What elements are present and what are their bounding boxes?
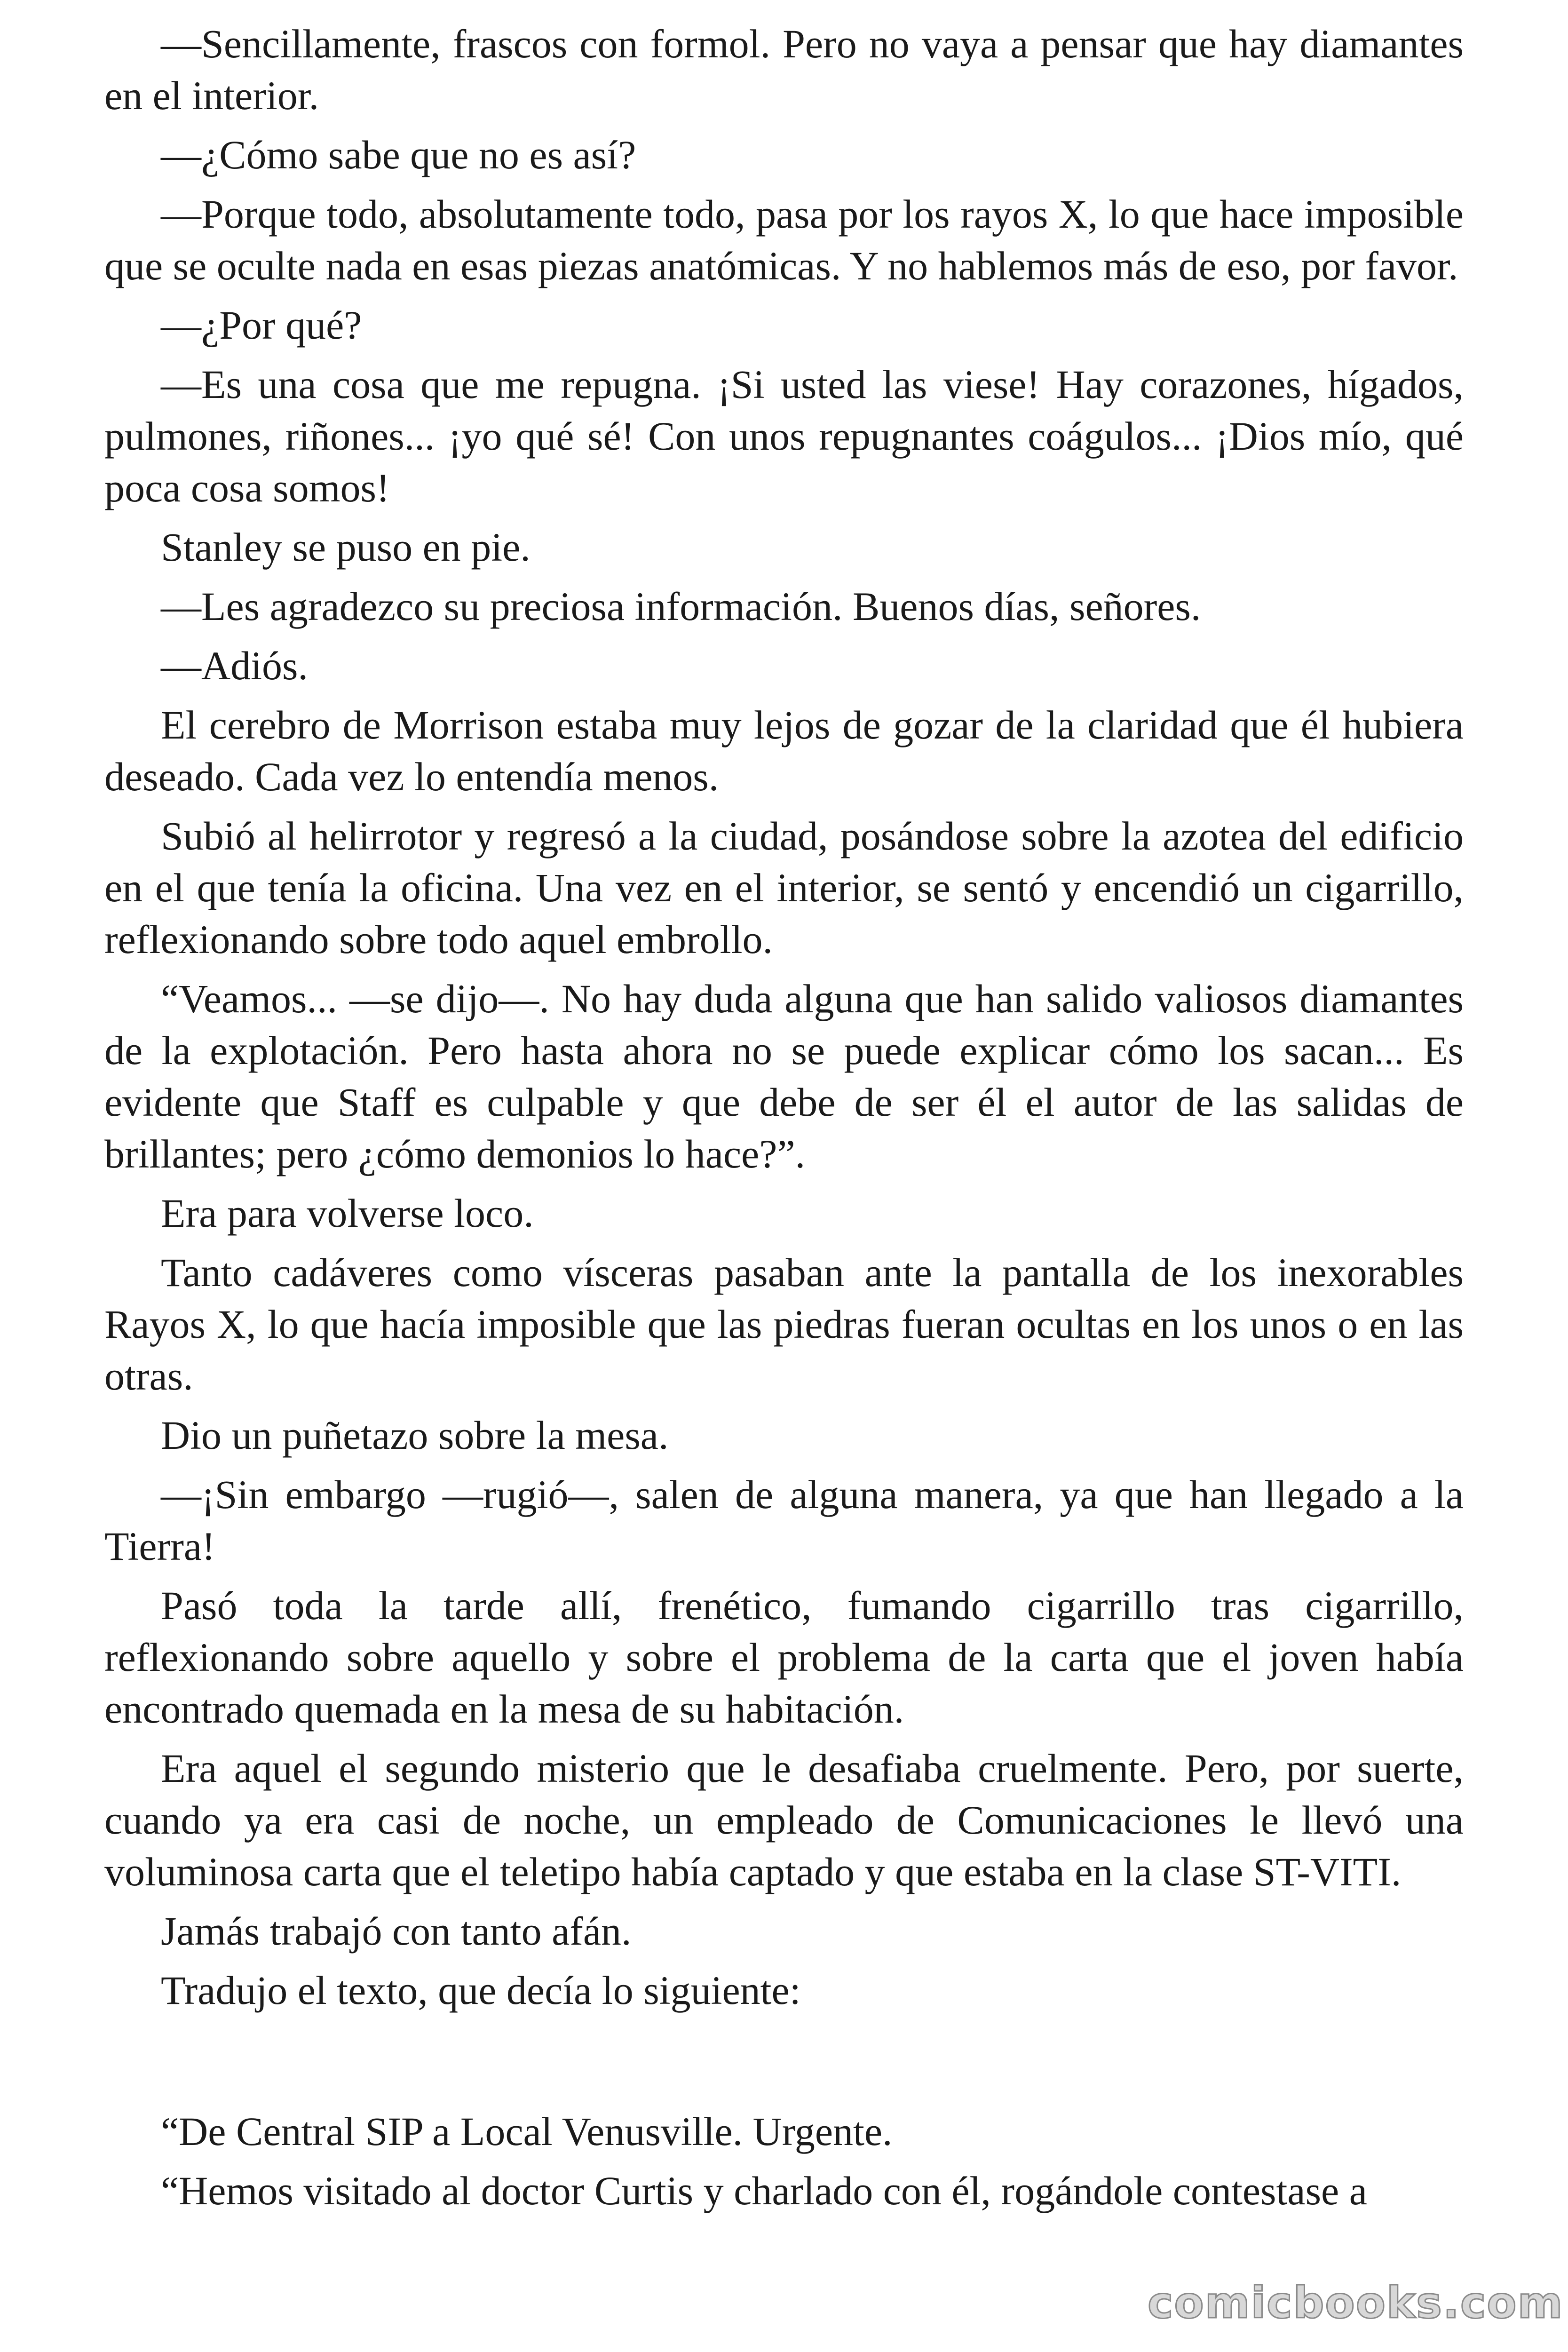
watermark-logo: comicbooks.com (1148, 2278, 1564, 2328)
paragraph: “Veamos... —se dijo—. No hay duda alguna que han salido valiosos diamantes de la explotación. Pero hasta ahora no se puede explicar cómo los sacan... Es evidente que Staff es culpable y que debe de ser él el autor de las salidas de brillantes; pero ¿cómo demonios lo hace?”. (104, 976, 1464, 1176)
paragraph: —Sencillamente, frascos con formol. Pero no vaya a pensar que hay diamantes en el interior. (104, 21, 1464, 118)
paragraph: Tradujo el texto, que decía lo siguiente: (161, 1968, 801, 2013)
paragraph: “Hemos visitado al doctor Curtis y charlado con él, rogándole contestase a (161, 2168, 1367, 2213)
paragraph: —Es una cosa que me repugna. ¡Si usted las viese! Hay corazones, hígados, pulmones, riñones... ¡yo qué sé! Con unos repugnantes coágulos... ¡Dios mío, qué poca cosa somos! (104, 362, 1464, 510)
paragraph: El cerebro de Morrison estaba muy lejos de gozar de la claridad que él hubiera deseado. Cada vez lo entendía menos. (104, 702, 1464, 799)
paragraph: Subió al helirrotor y regresó a la ciudad, posándose sobre la azotea del edificio en el que tenía la oficina. Una vez en el interior, se sentó y encendió un cigarrillo, reflexionando sobre todo aquel embrollo. (104, 813, 1464, 962)
paragraph: —Les agradezco su preciosa información. Buenos días, señores. (161, 584, 1201, 629)
paragraph: Stanley se puso en pie. (161, 524, 531, 570)
paragraph: Pasó toda la tarde allí, frenético, fumando cigarrillo tras cigarrillo, reflexionando sobre aquello y sobre el problema de la carta que el joven había encontrado quemada en la mesa de su habitación. (104, 1583, 1464, 1732)
paragraph: —¡Sin embargo —rugió—, salen de alguna manera, ya que han llegado a la Tierra! (104, 1472, 1464, 1569)
paragraph: Era aquel el segundo misterio que le desafiaba cruelmente. Pero, por suerte, cuando ya era casi de noche, un empleado de Comunicaciones le llevó una voluminosa carta que el teletipo había captado y que estaba en la clase ST-VITI. (104, 1746, 1464, 1894)
paragraph: “De Central SIP a Local Venusville. Urgente. (161, 2109, 893, 2154)
paragraph: Tanto cadáveres como vísceras pasaban ante la pantalla de los inexorables Rayos X, lo que hacía imposible que las piedras fueran ocultas en los unos o en las otras. (104, 1250, 1464, 1398)
paragraph: Jamás trabajó con tanto afán. (161, 1908, 632, 1954)
paragraph: —¿Cómo sabe que no es así? (161, 132, 636, 177)
paragraph: Dio un puñetazo sobre la mesa. (161, 1413, 669, 1458)
paragraph: Era para volverse loco. (161, 1191, 534, 1236)
page-text (104, 18, 1464, 2224)
paragraph: —Adiós. (161, 643, 308, 688)
paragraph: —¿Por qué? (161, 302, 362, 348)
paragraph: —Porque todo, absolutamente todo, pasa por los rayos X, lo que hace imposible que se oculte nada en esas piezas anatómicas. Y no hablemos más de eso, por favor. (104, 191, 1464, 288)
